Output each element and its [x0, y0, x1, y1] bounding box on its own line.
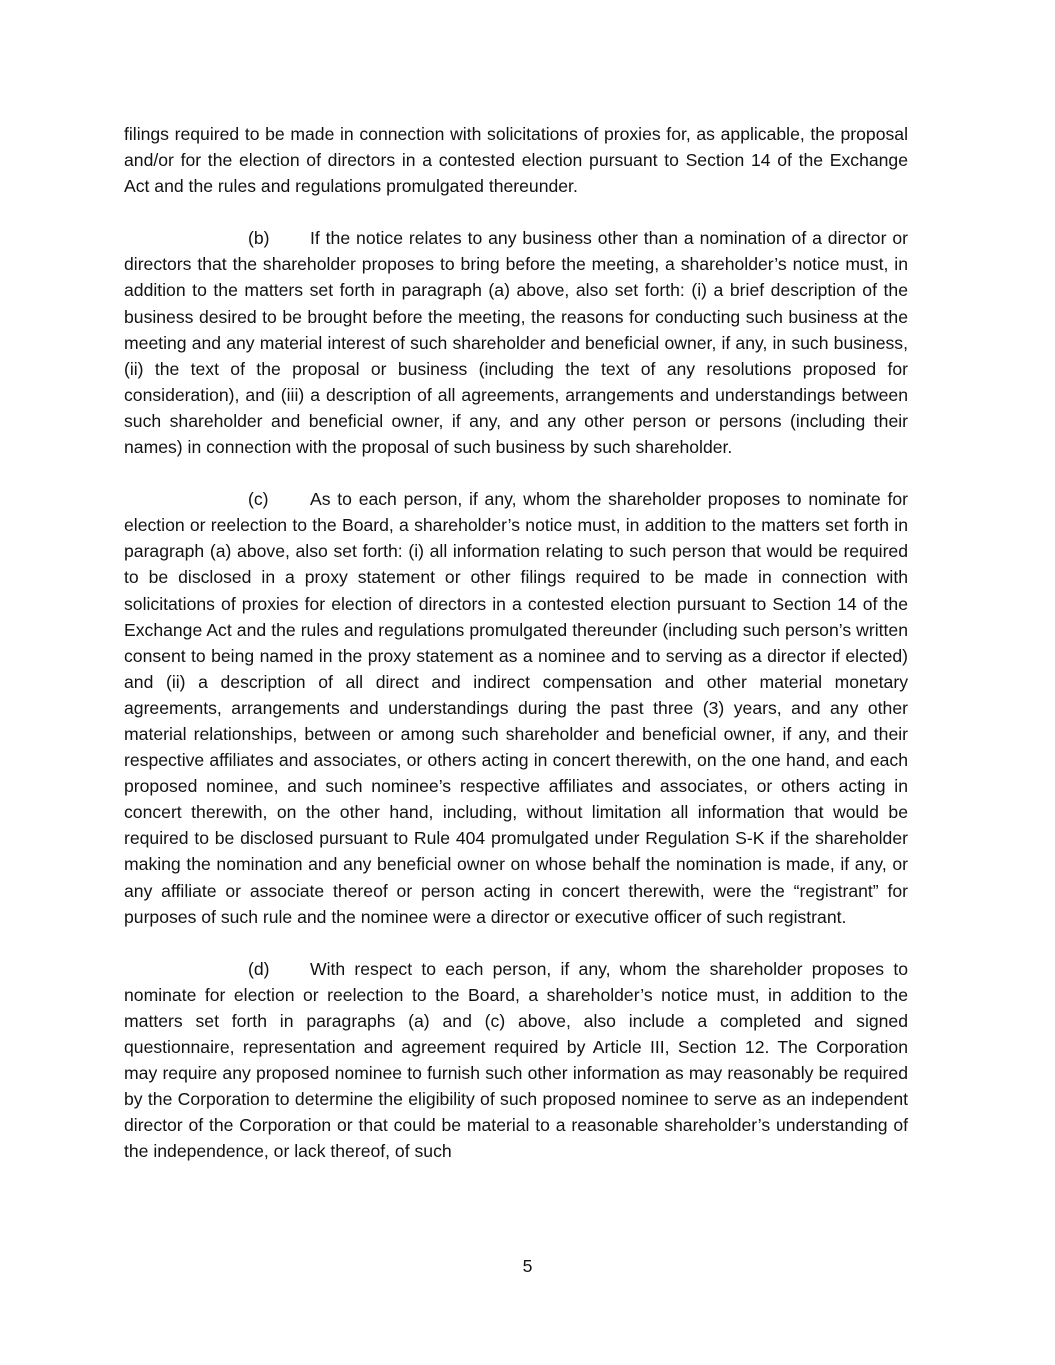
document-page — [124, 121, 908, 1164]
paragraph-c — [124, 486, 908, 930]
paragraph-spacer — [124, 930, 908, 956]
page-number: 5 — [522, 1256, 533, 1276]
paragraph-b — [124, 225, 908, 460]
paragraph-spacer — [124, 199, 908, 225]
paragraph-d — [124, 956, 908, 1165]
paragraph-c-label: (c) — [248, 489, 269, 510]
paragraph-d-text: With respect to each person, if any, whom the shareholder proposes to nominate for election or reelection to the Board, a shareholder’s notice must, in addition to the matters set forth in paragraphs (a) and (c) above, also include a completed and signed questionnaire, representation and agreement required by Article III, Section 12. The Corporation may require any proposed nominee to furnish such other information as may reasonably be required by the Corporation to determine the eligibility of such proposed nominee to serve as an independent director of the Corporation or that could be material to a reasonable shareholder’s understanding of the independence, or lack thereof, of such — [124, 958, 908, 1162]
paragraph-d-label: (d) — [248, 958, 270, 979]
paragraph-c-text: As to each person, if any, whom the shareholder proposes to nominate for election or reelection to the Board, a shareholder’s notice must, in addition to the matters set forth in paragraph (a) above, also set forth: (i) all information relating to such person that would be required to be disclosed in a proxy statement or other filings required to be made in connection with solicitations of proxies for election of directors in a contested election pursuant to Section 14 of the Exchange Act and the rules and regulations promulgated thereunder (including such person’s written consent to being named in the proxy statement as a nominee and to serving as a director if elected) and (ii) a description of all direct and indirect compensation and other material monetary agreements, arrangements and understandings during the past three (3) years, and any other material relationships, between or among such shareholder and beneficial owner, if any, and their respective affiliates and associates, or others acting in concert therewith, on the one hand, and each proposed nominee, and such nominee’s respective affiliates and associates, or others acting in concert therewith, on the other hand, including, without limitation all information that would be required to be disclosed pursuant to Rule 404 promulgated under Regulation S-K if the shareholder making the nomination and any beneficial owner on whose behalf the nomination is made, if any, or any affiliate or associate thereof or person acting in concert therewith, were the “registrant” for purposes of such rule and the nominee were a director or executive officer of such registrant. — [124, 489, 908, 927]
paragraph-b-label: (b) — [248, 228, 270, 249]
paragraph-b-text: If the notice relates to any business other than a nomination of a director or directors that the shareholder proposes to bring before the meeting, a shareholder’s notice must, in addition to the matters set forth in paragraph (a) above, also set forth: (i) a brief description of the business desired to be brought before the meeting, the reasons for conducting such business at the meeting and any material interest of such shareholder and beneficial owner, if any, in such business, (ii) the text of the proposal or business (including the text of any resolutions proposed for consideration), and (iii) a description of all agreements, arrangements and understandings between such shareholder and beneficial owner, if any, and any other person or persons (including their names) in connection with the proposal of such business by such shareholder. — [124, 228, 908, 458]
paragraph-spacer — [124, 460, 908, 486]
intro-paragraph: filings required to be made in connection with solicitations of proxies for, as applicable, the proposal and/or for the election of directors in a contested election pursuant to Section 14 of the Exchange Act and the rules and regulations promulgated thereunder. — [124, 124, 908, 197]
